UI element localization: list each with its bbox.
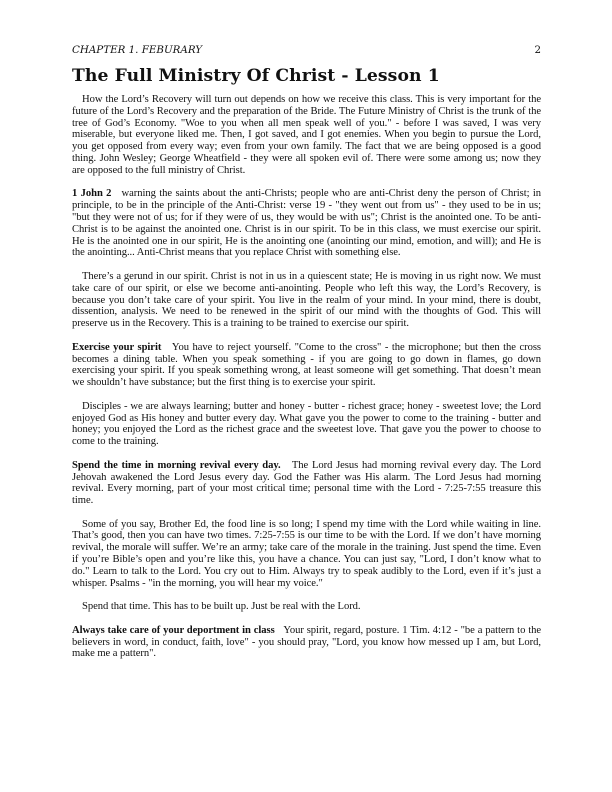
document-body	[72, 94, 541, 672]
paragraph-text: There’s a gerund in our spirit. Christ is not in us in a quiescent state; He is moving in us right now. We must take care of our spirit, or else we become anti-anointing. People who left this way, the Lord’s Recovery, is because you don’t take care of your spirit. You live in the realm of your mind. In your mind, there is doubt, dissention, analysis. We need to be renewed in the spirit of our mind with the thoughts of God. This will preserve us in the Recovery. This is a training to be trained to exercise our spirit.	[72, 270, 541, 330]
chapter-label: CHAPTER 1. FEBURARY	[72, 44, 203, 56]
paragraph-text: The Lord Jesus had morning revival every day. The Lord Jehovah awakened the Lord Jesus every day. God the Father was His alarm. The Lord Jesus had morning revival. Every morning, part of your most critical time; personal time with the Lord - 7:25-7:55 treasure this time.	[72, 459, 542, 507]
paragraph-text: Disciples - we are always learning; butter and honey - butter - richest grace; honey - sweetest love; the Lord enjoyed God as His honey and butter every day. What gave you the power to come to the training - butter and honey; you enjoyed the Lord as the richest grace and the sweetest love. That gave you the power to choose to come to the training.	[72, 400, 541, 448]
paragraph-heading: Always take care of your deportment in class	[72, 624, 275, 636]
paragraph-text: Some of you say, Brother Ed, the food line is so long; I spend my time with the Lord while waiting in line. That’s good, then you can have two times. 7:25-7:55 is our time to be with the Lord. If we don’t have morning revival, the morale will suffer. We’re an army; take care of the morale in the training. Just spend the time. Even if you’re Bible’s open and you’re like this, you have a chance. You can just say, "Lord, I don’t know what to do." Learn to talk to the Lord. You cry out to Him. Always try to speak audibly to the Lord, even if it’s just a whisper. Psalms - "in the morning, you will hear my voice."	[72, 518, 541, 589]
paragraph-spend-time	[72, 601, 541, 613]
paragraph-heading: Exercise your spirit	[72, 341, 162, 353]
paragraph-text: Spend that time. This has to be built up. Just be real with the Lord.	[82, 601, 361, 613]
lesson-title: The Full Ministry Of Christ - Lesson 1	[72, 66, 440, 86]
paragraph-text: Your spirit, regard, posture. 1 Tim. 4:12 - "be a pattern to the believers in word, in conduct, faith, love" - you should pray, "Lord, you know how messed up I am, but Lord, make me a pattern".	[72, 624, 541, 660]
paragraph-1-john-2	[72, 188, 541, 259]
paragraph-intro	[72, 94, 541, 177]
paragraph-deportment	[72, 625, 541, 660]
paragraph-exercise-spirit	[72, 342, 541, 389]
paragraph-heading: Spend the time in morning revival every day.	[72, 459, 281, 471]
paragraph-text: You have to reject yourself. "Come to the cross" - the microphone; but then the cross becomes a dining table. When you speak something - if you are going to go down in flames, go down exercising your spirit. If you speak something wrong, at least someone will get something. That doesn’t mean we shouldn’t have substance; but the first thing is to exercise your spirit.	[72, 341, 541, 389]
paragraph-gerund	[72, 271, 541, 330]
paragraph-disciples	[72, 401, 541, 448]
running-header	[72, 44, 541, 56]
page-number: 2	[534, 44, 541, 56]
paragraph-morning-revival	[72, 460, 541, 507]
paragraph-text: How the Lord’s Recovery will turn out depends on how we receive this class. This is very important for the future of the Lord’s Recovery and the preparation of the Bride. The Future Ministry of Christ is the trunk of the tree of God’s Economy. "Woe to you when all men speak well of you." - before I was saved, I was very miserable, but everyone liked me. Then, I got saved, and I got enemies. When you begin to pursue the Lord, you get opposed from every way; even from your own family. The fact that we are being opposed is a good thing. John Wesley; George Wheatfield - they were all spoken evil of. There were some among us; now they are opposed to the full ministry of Christ.	[72, 94, 541, 176]
paragraph-food-line	[72, 519, 541, 590]
paragraph-heading: 1 John 2	[72, 188, 112, 200]
paragraph-text: warning the saints about the anti-Christs; people who are anti-Christ deny the person of Christ; in principle, to be in the principle of the Anti-Christ: verse 19 - "they went out from us" - they used to be in us; "but they were not of us; for if they were of us, they would be with us"; Christ is the anointed one. To be anti-Christ is to be against the anointed one. Christ is in our spirit. To be in this class, we must exercise our spirit. He is the anointed one in our spirit, He is the anointing one (anointing our mind, emotion, and will); and He is the anointing... Anti-Christ means that you replace Christ with something else.	[72, 188, 541, 259]
